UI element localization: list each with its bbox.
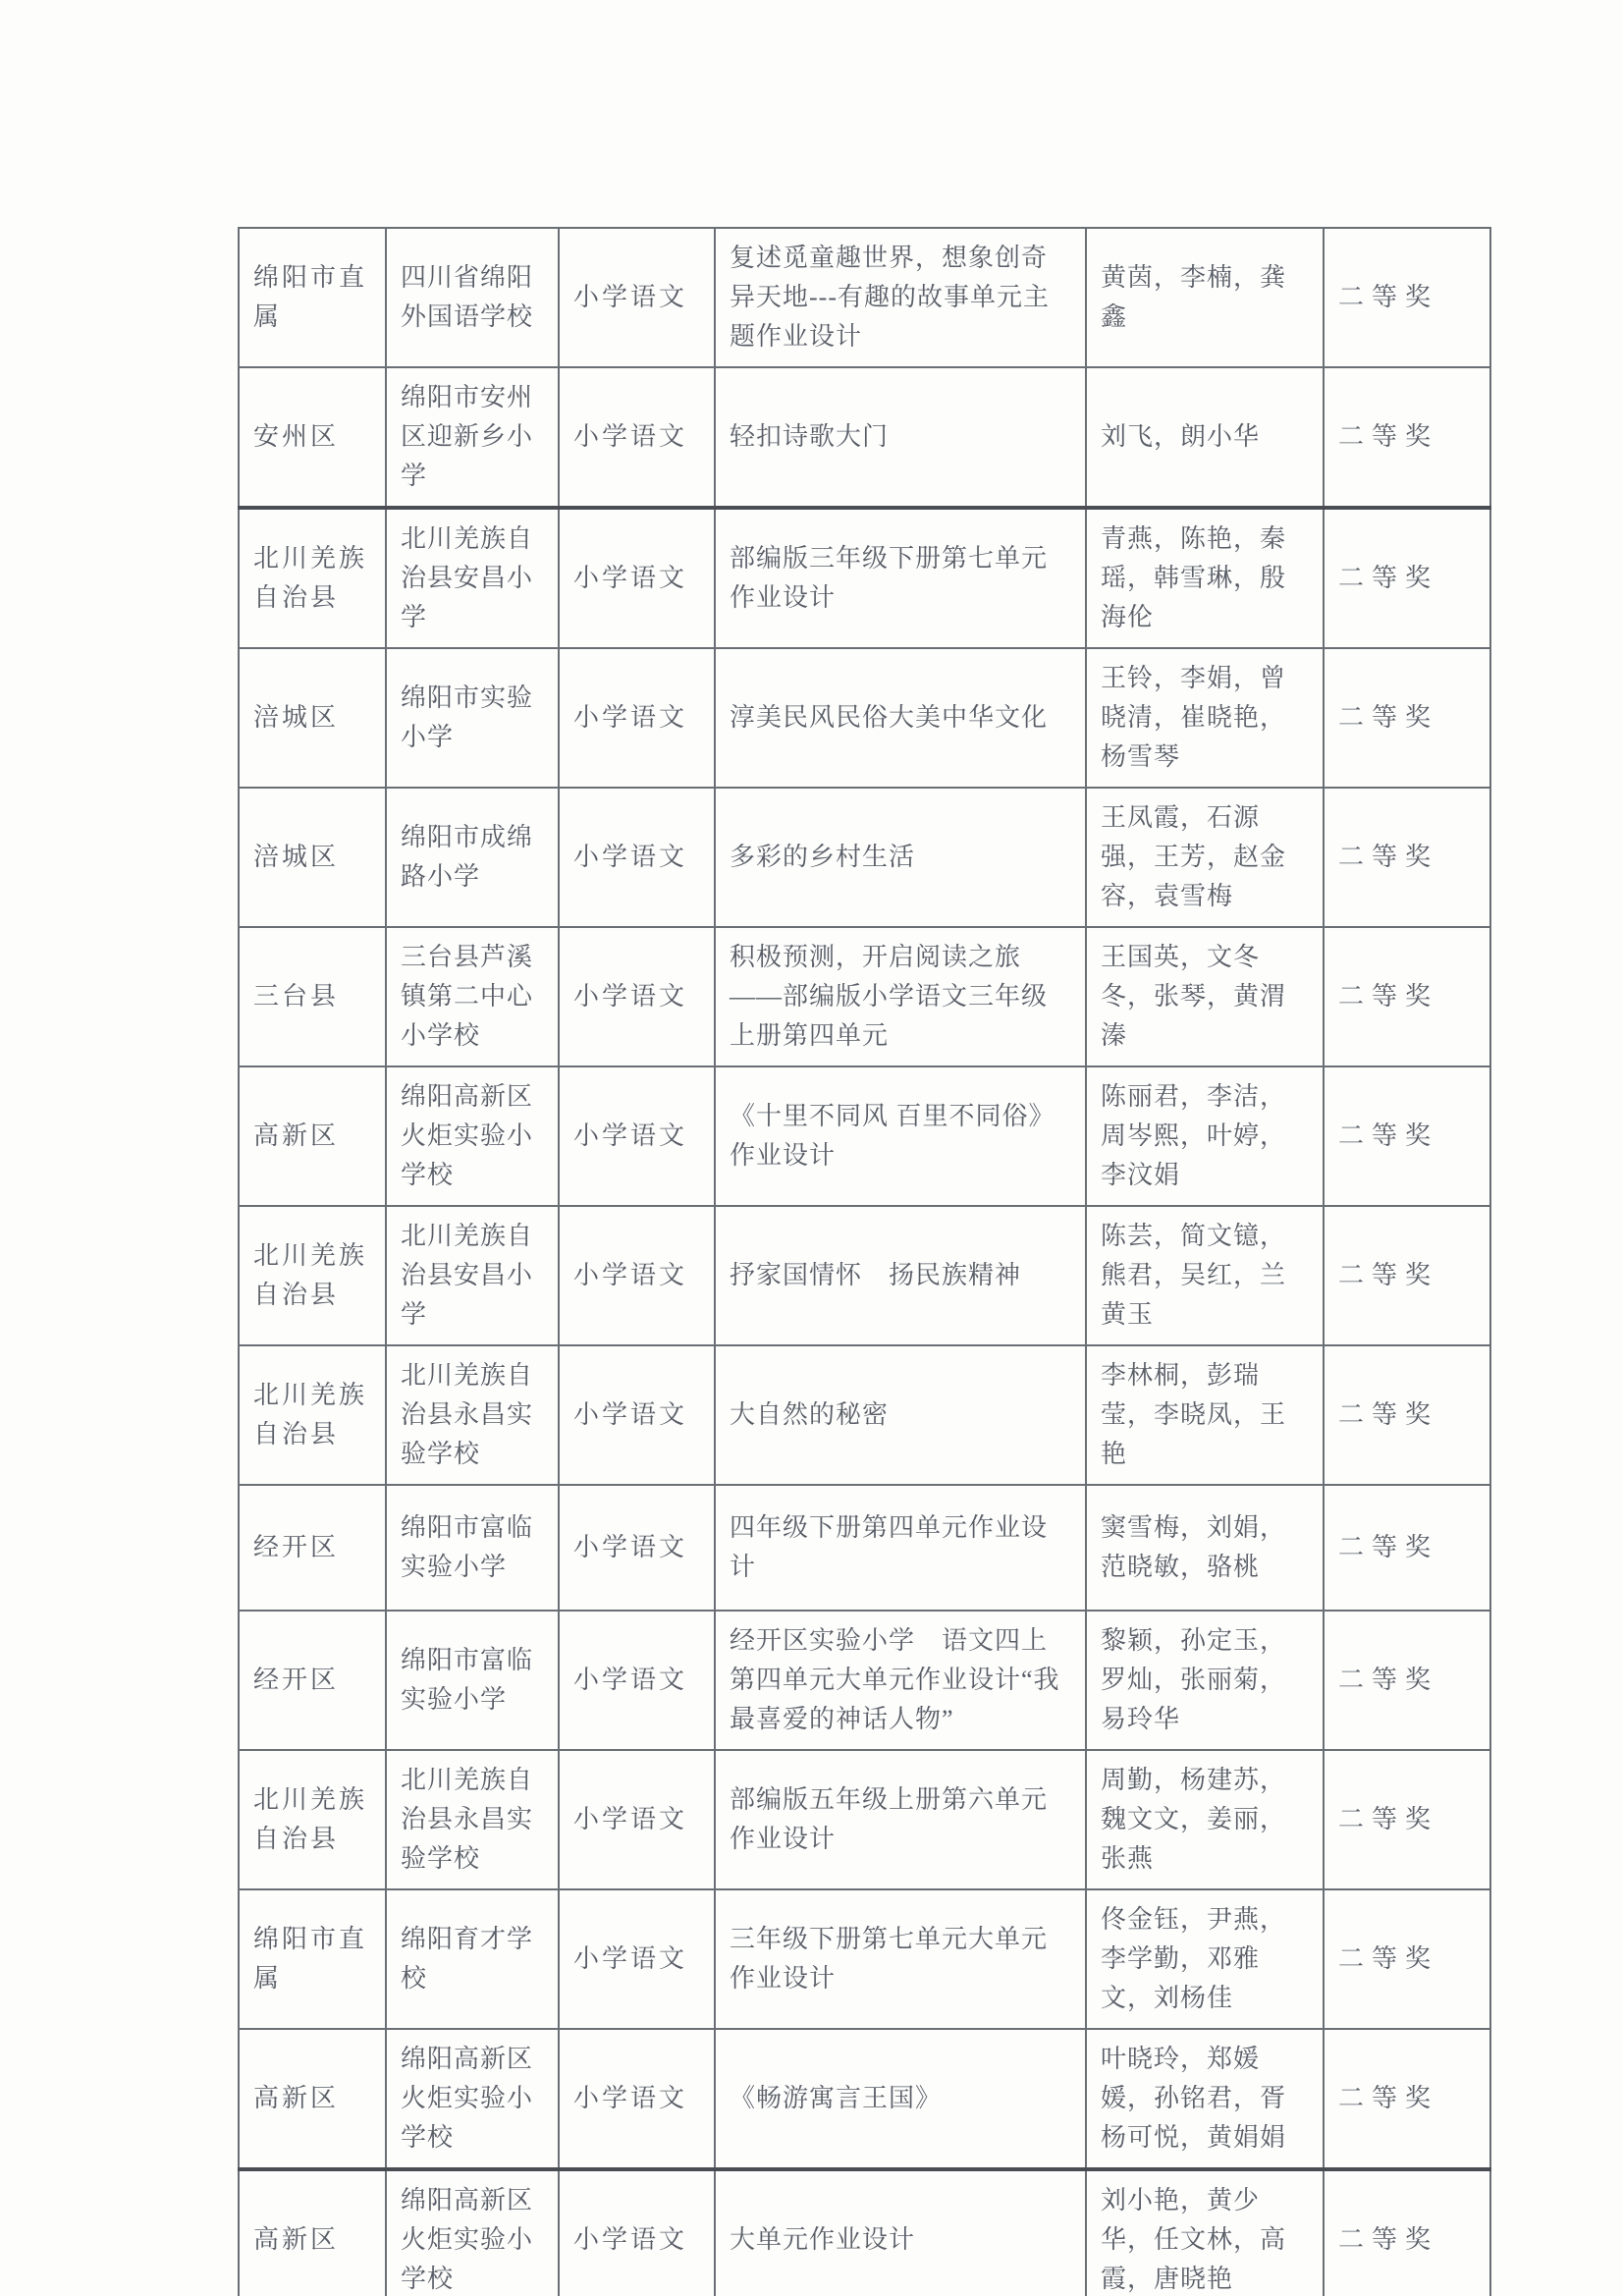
cell-region: 北川羌族自治县 (239, 1345, 386, 1485)
cell-subject: 小学语文 (559, 2169, 715, 2296)
cell-title: 积极预测，开启阅读之旅——部编版小学语文三年级上册第四单元 (715, 927, 1086, 1066)
cell-region: 经开区 (239, 1485, 386, 1611)
cell-authors: 青燕，陈艳，秦瑶，韩雪琳，殷海伦 (1086, 508, 1324, 648)
cell-region: 高新区 (239, 2169, 386, 2296)
cell-subject: 小学语文 (559, 1889, 715, 2029)
cell-award: 二等奖 (1324, 1066, 1490, 1206)
table-row (239, 788, 1490, 927)
cell-subject: 小学语文 (559, 1345, 715, 1485)
cell-authors: 黎颖，孙定玉，罗灿，张丽菊，易玲华 (1086, 1611, 1324, 1750)
table-row (239, 508, 1490, 648)
cell-award: 二等奖 (1324, 1889, 1490, 2029)
cell-school: 绵阳育才学校 (386, 1889, 559, 2029)
cell-authors: 刘小艳，黄少华，任文林，高霞，唐晓艳 (1086, 2169, 1324, 2296)
table-row (239, 1750, 1490, 1889)
table-row (239, 228, 1490, 367)
cell-school: 绵阳高新区火炬实验小学校 (386, 1066, 559, 1206)
cell-authors: 王国英，文冬冬，张琴，黄渭溱 (1086, 927, 1324, 1066)
cell-authors: 叶晓玲，郑媛媛，孙铭君，胥杨可悦，黄娟娟 (1086, 2029, 1324, 2169)
cell-title: 轻扣诗歌大门 (715, 367, 1086, 508)
cell-title: 部编版五年级上册第六单元作业设计 (715, 1750, 1086, 1889)
table-row (239, 367, 1490, 508)
cell-title: 大自然的秘密 (715, 1345, 1086, 1485)
table-row (239, 1345, 1490, 1485)
cell-region: 绵阳市直属 (239, 228, 386, 367)
cell-region: 涪城区 (239, 788, 386, 927)
cell-school: 绵阳市安州区迎新乡小学 (386, 367, 559, 508)
cell-region: 北川羌族自治县 (239, 1206, 386, 1345)
cell-authors: 周勤，杨建苏，魏文文，姜丽，张燕 (1086, 1750, 1324, 1889)
cell-authors: 王凤霞，石源强，王芳，赵金容，袁雪梅 (1086, 788, 1324, 927)
cell-title: 部编版三年级下册第七单元作业设计 (715, 508, 1086, 648)
cell-subject: 小学语文 (559, 648, 715, 788)
cell-school: 绵阳市成绵路小学 (386, 788, 559, 927)
cell-school: 绵阳高新区火炬实验小学校 (386, 2029, 559, 2169)
cell-school: 绵阳高新区火炬实验小学校 (386, 2169, 559, 2296)
cell-title: 复述觅童趣世界，想象创奇异天地---有趣的故事单元主题作业设计 (715, 228, 1086, 367)
cell-award: 二等奖 (1324, 1206, 1490, 1345)
cell-school: 三台县芦溪镇第二中心小学校 (386, 927, 559, 1066)
table-row (239, 1066, 1490, 1206)
table-row (239, 927, 1490, 1066)
table-row (239, 1611, 1490, 1750)
table-row (239, 2029, 1490, 2169)
cell-subject: 小学语文 (559, 1750, 715, 1889)
cell-award: 二等奖 (1324, 788, 1490, 927)
cell-school: 绵阳市富临实验小学 (386, 1485, 559, 1611)
cell-school: 绵阳市实验小学 (386, 648, 559, 788)
table-row (239, 1206, 1490, 1345)
cell-region: 安州区 (239, 367, 386, 508)
table-row (239, 1485, 1490, 1611)
cell-subject: 小学语文 (559, 228, 715, 367)
cell-title: 三年级下册第七单元大单元作业设计 (715, 1889, 1086, 2029)
cell-title: 《十里不同风 百里不同俗》作业设计 (715, 1066, 1086, 1206)
cell-authors: 李林桐，彭瑞莹，李晓凤，王艳 (1086, 1345, 1324, 1485)
cell-authors: 刘飞，朗小华 (1086, 367, 1324, 508)
cell-subject: 小学语文 (559, 1611, 715, 1750)
table-row (239, 2169, 1490, 2296)
cell-school: 北川羌族自治县安昌小学 (386, 1206, 559, 1345)
cell-school: 北川羌族自治县永昌实验学校 (386, 1345, 559, 1485)
cell-subject: 小学语文 (559, 1485, 715, 1611)
cell-title: 淳美民风民俗大美中华文化 (715, 648, 1086, 788)
cell-title: 经开区实验小学 语文四上第四单元大单元作业设计“我最喜爱的神话人物” (715, 1611, 1086, 1750)
cell-award: 二等奖 (1324, 367, 1490, 508)
cell-school: 北川羌族自治县永昌实验学校 (386, 1750, 559, 1889)
cell-region: 北川羌族自治县 (239, 508, 386, 648)
cell-title: 多彩的乡村生活 (715, 788, 1086, 927)
cell-region: 高新区 (239, 2029, 386, 2169)
cell-award: 二等奖 (1324, 648, 1490, 788)
cell-title: 四年级下册第四单元作业设计 (715, 1485, 1086, 1611)
cell-authors: 窦雪梅，刘娟，范晓敏，骆桃 (1086, 1485, 1324, 1611)
cell-award: 二等奖 (1324, 228, 1490, 367)
cell-authors: 王铃，李娟，曾晓清，崔晓艳，杨雪琴 (1086, 648, 1324, 788)
cell-subject: 小学语文 (559, 1066, 715, 1206)
cell-authors: 黄茵，李楠，龚鑫 (1086, 228, 1324, 367)
cell-subject: 小学语文 (559, 1206, 715, 1345)
table-row (239, 1889, 1490, 2029)
cell-title: 《畅游寓言王国》 (715, 2029, 1086, 2169)
cell-school: 北川羌族自治县安昌小学 (386, 508, 559, 648)
awards-table-body (239, 228, 1490, 2296)
cell-authors: 陈丽君，李洁，周岑熙，叶婷，李汶娟 (1086, 1066, 1324, 1206)
cell-region: 三台县 (239, 927, 386, 1066)
awards-table (238, 227, 1491, 2296)
cell-title: 抒家国情怀 扬民族精神 (715, 1206, 1086, 1345)
cell-award: 二等奖 (1324, 927, 1490, 1066)
cell-title: 大单元作业设计 (715, 2169, 1086, 2296)
cell-subject: 小学语文 (559, 927, 715, 1066)
cell-award: 二等奖 (1324, 1485, 1490, 1611)
cell-authors: 佟金钰，尹燕，李学勤，邓雅文，刘杨佳 (1086, 1889, 1324, 2029)
table-row (239, 648, 1490, 788)
cell-award: 二等奖 (1324, 1345, 1490, 1485)
cell-region: 经开区 (239, 1611, 386, 1750)
cell-subject: 小学语文 (559, 508, 715, 648)
cell-award: 二等奖 (1324, 2029, 1490, 2169)
cell-school: 四川省绵阳外国语学校 (386, 228, 559, 367)
cell-award: 二等奖 (1324, 2169, 1490, 2296)
cell-authors: 陈芸，简文镱，熊君，吴红，兰黄玉 (1086, 1206, 1324, 1345)
cell-award: 二等奖 (1324, 508, 1490, 648)
cell-region: 北川羌族自治县 (239, 1750, 386, 1889)
cell-subject: 小学语文 (559, 788, 715, 927)
cell-award: 二等奖 (1324, 1750, 1490, 1889)
cell-subject: 小学语文 (559, 2029, 715, 2169)
cell-subject: 小学语文 (559, 367, 715, 508)
cell-region: 涪城区 (239, 648, 386, 788)
cell-award: 二等奖 (1324, 1611, 1490, 1750)
cell-region: 绵阳市直属 (239, 1889, 386, 2029)
cell-school: 绵阳市富临实验小学 (386, 1611, 559, 1750)
cell-region: 高新区 (239, 1066, 386, 1206)
